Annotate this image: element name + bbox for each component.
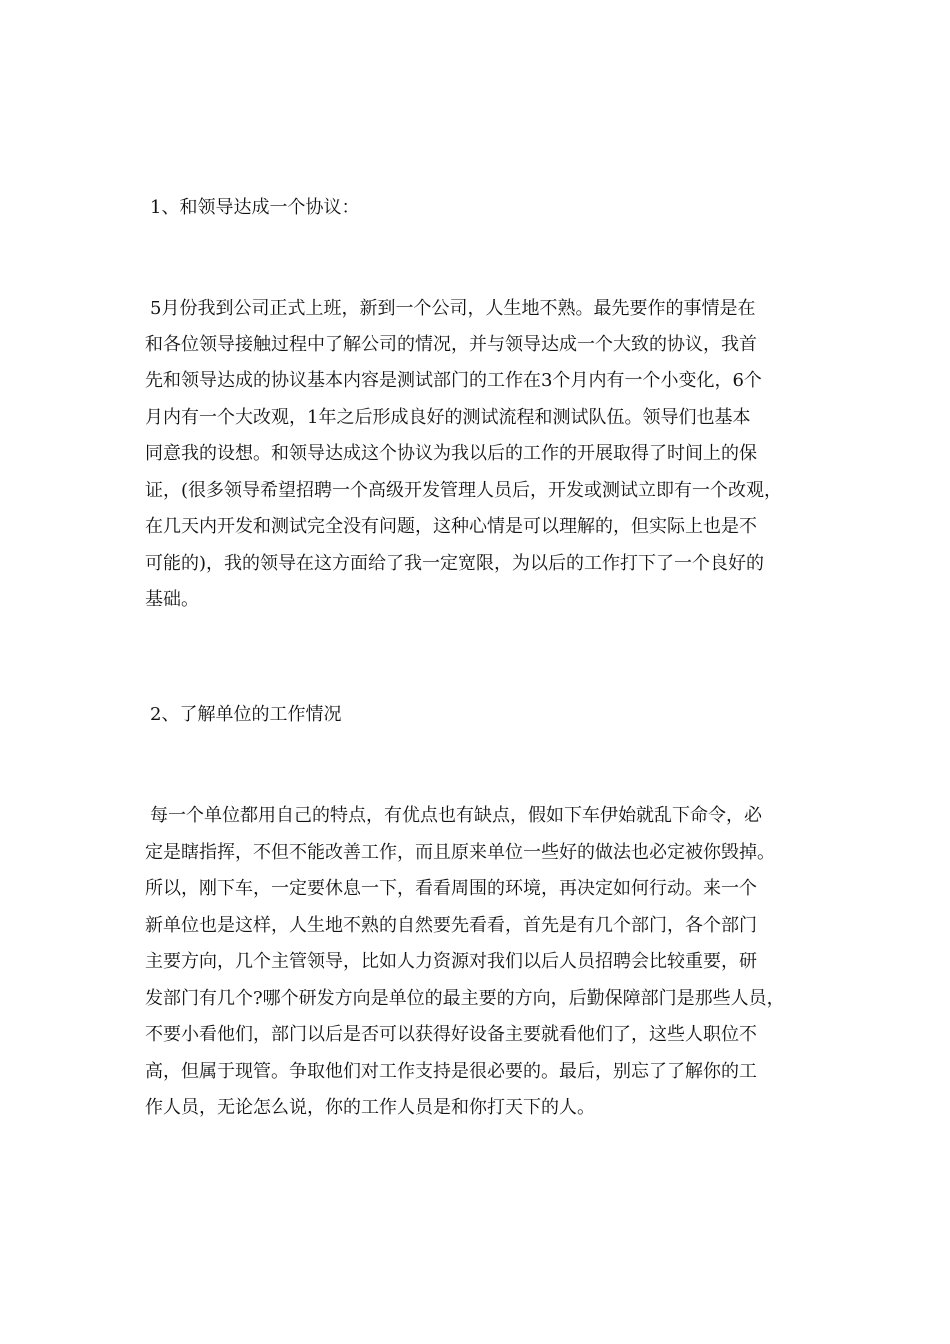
section-1-line: 月内有一个大改观，1年之后形成良好的测试流程和测试队伍。领导们也基本 [145,407,751,428]
section-1-line: 在几天内开发和测试完全没有问题，这种心情是可以理解的，但实际上也是不 [145,516,757,537]
section-1-heading: 1、和领导达成一个协议： [150,197,360,218]
section-2-line: 所以，刚下车，一定要休息一下，看看周围的环境，再决定如何行动。来一个 [145,878,757,899]
section-2-line: 定是瞎指挥，不但不能改善工作，而且原来单位一些好的做法也必定被你毁掉。 [145,842,775,863]
section-2-line: 新单位也是这样，人生地不熟的自然要先看看，首先是有几个部门，各个部门 [145,915,757,936]
section-2-line: 不要小看他们，部门以后是否可以获得好设备主要就看他们了，这些人职位不 [145,1024,757,1045]
section-1-line: 和各位领导接触过程中了解公司的情况，并与领导达成一个大致的协议，我首 [145,334,757,355]
section-1-line: 证，(很多领导希望招聘一个高级开发管理人员后，开发或测试立即有一个改观， [145,480,783,501]
section-2-line: 高，但属于现管。争取他们对工作支持是很必要的。最后，别忘了了解你的工 [145,1061,757,1082]
section-2-heading: 2、了解单位的工作情况 [150,704,342,725]
section-1-line: 基础。 [145,589,199,610]
section-1-line: 同意我的设想。和领导达成这个协议为我以后的工作的开展取得了时间上的保 [145,443,757,464]
section-2-line: 主要方向，几个主管领导，比如人力资源对我们以后人员招聘会比较重要，研 [145,951,757,972]
section-2-line: 作人员，无论怎么说，你的工作人员是和你打天下的人。 [145,1097,595,1118]
section-1-line: 5月份我到公司正式上班，新到一个公司，人生地不熟。最先要作的事情是在 [150,298,756,319]
section-1-line: 可能的)，我的领导在这方面给了我一定宽限，为以后的工作打下了一个良好的 [145,553,765,574]
section-1-line: 先和领导达成的协议基本内容是测试部门的工作在3个月内有一个小变化，6个 [145,370,762,391]
section-2-line: 每一个单位都用自己的特点，有优点也有缺点，假如下车伊始就乱下命令，必 [150,805,762,826]
section-2-line: 发部门有几个?哪个研发方向是单位的最主要的方向，后勤保障部门是那些人员， [145,988,785,1009]
